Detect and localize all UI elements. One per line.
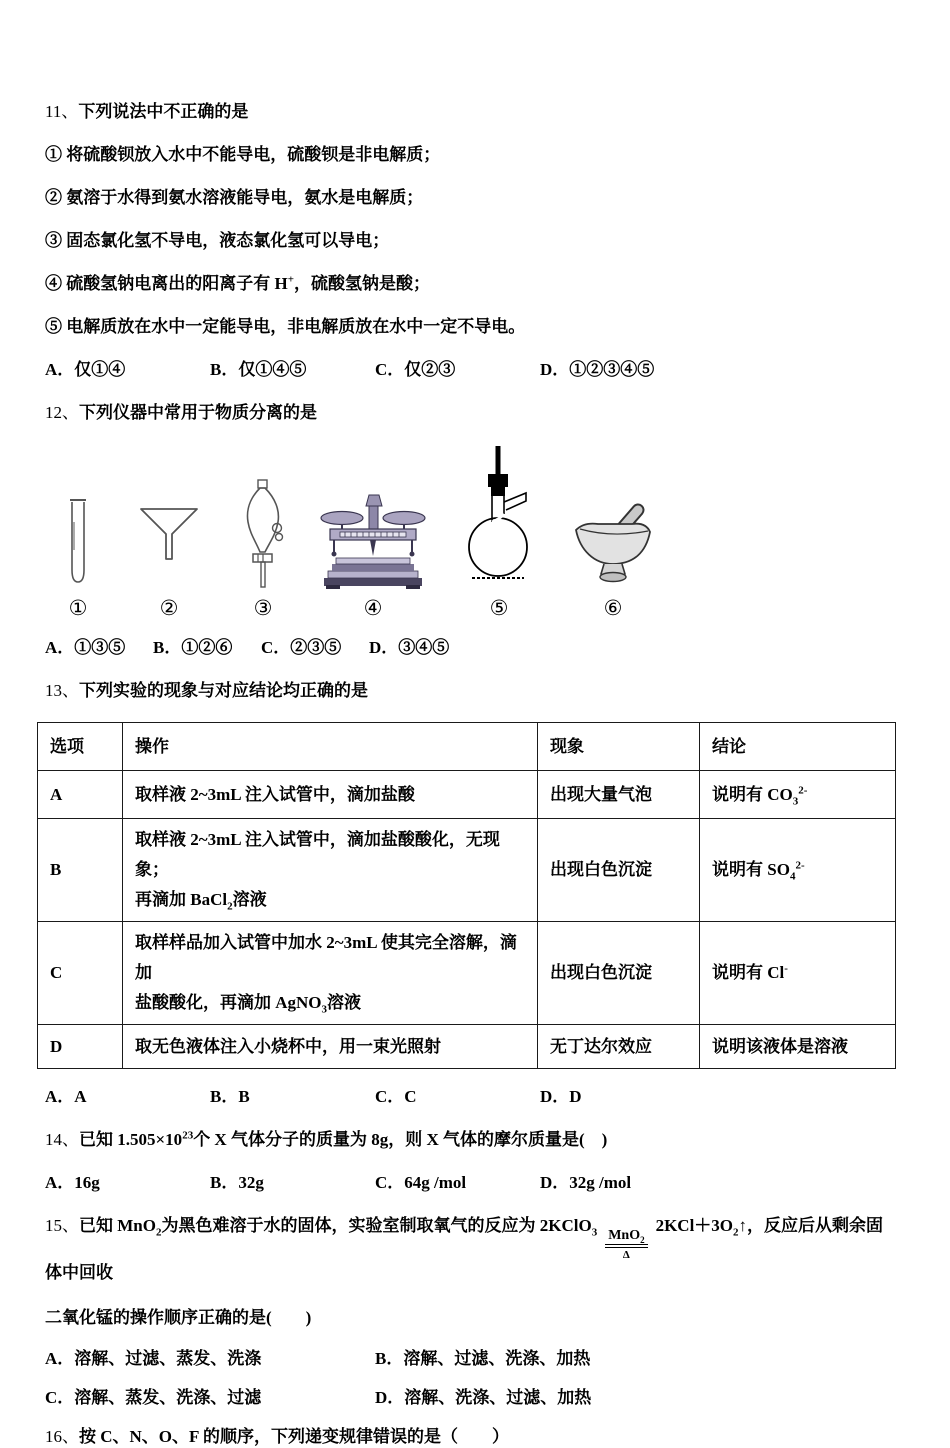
instrument-label: ④: [363, 596, 383, 620]
question-12-title: [45, 401, 900, 424]
header-conclusion: 结论: [700, 723, 896, 771]
q15-continuation: 二氧化锰的操作顺序正确的是( ): [45, 1308, 312, 1328]
option-c: C．仅②③: [375, 360, 456, 379]
superscript: 23: [182, 1129, 194, 1142]
balance-icon: [312, 492, 434, 590]
q11-statement-1: ① 将硫酸钡放入水中不能导电，硫酸钡是非电解质；: [45, 145, 441, 164]
row-key: B: [38, 819, 123, 922]
instrument-label: ③: [253, 596, 273, 620]
q15-options-row2: [45, 1386, 900, 1409]
test-tube-icon: [61, 494, 95, 590]
row-operation: 取样液 2~3mL 注入试管中，滴加盐酸: [123, 771, 538, 819]
q11-statement-2: ② 氨溶于水得到氨水溶液能导电，氨水是电解质；: [45, 188, 424, 207]
question-number: 11、: [45, 102, 79, 121]
header-option: 选项: [38, 723, 123, 771]
table-row-d: [38, 1025, 896, 1069]
row-operation: 取样液 2~3mL 注入试管中，滴加盐酸酸化，无现象； 再滴加 BaCl$_2$溶液: [123, 819, 538, 922]
q14-options: [45, 1171, 900, 1194]
question-number: 16、: [45, 1427, 79, 1447]
row-key: D: [38, 1025, 123, 1069]
funnel-icon: [136, 504, 202, 590]
row-phenomenon: 出现大量气泡: [538, 771, 700, 819]
option-a: A．①③⑤: [45, 638, 126, 657]
question-16-title: [45, 1425, 900, 1448]
question-number: 12、: [45, 403, 79, 422]
instrument-6: [557, 500, 669, 620]
separating-funnel-icon: [239, 478, 287, 590]
mortar-pestle-icon: [570, 500, 656, 590]
q11-statement-4: ④ 硫酸氢钠电离出的阳离子有 H+，硫酸氢钠是酸；: [45, 273, 431, 293]
question-14-title: 14、已知 $1.505\times 10^{23}$个 X 气体分子的质量为 8g，则 X 气体的摩尔质量是( ): [45, 1129, 608, 1149]
table-row-b: [38, 819, 896, 922]
q12-options: [45, 636, 900, 659]
instrument-label: ⑤: [489, 596, 509, 620]
option-c: C．溶解、蒸发、洗涤、过滤: [45, 1388, 262, 1408]
row-phenomenon: 无丁达尔效应: [538, 1025, 700, 1069]
question-number: 14、: [45, 1130, 79, 1149]
option-c: C．C: [375, 1087, 417, 1106]
instrument-4: [305, 492, 441, 620]
row-operation: 取样样品加入试管中加水 2~3mL 使其完全溶解，滴加 盐酸酸化，再滴加 AgNO$_3$溶液: [123, 922, 538, 1025]
option-b: B．仅①④⑤: [210, 360, 307, 379]
q13-options: [45, 1085, 900, 1108]
row-phenomenon: 出现白色沉淀: [538, 922, 700, 1025]
instrument-label: ②: [159, 596, 179, 620]
question-number: 13、: [45, 681, 79, 700]
row-conclusion: 说明有 $SO_4^{2-}$: [700, 819, 896, 922]
option-d: D．32g /mol: [540, 1173, 632, 1192]
question-13-title: [45, 679, 900, 702]
question-text: 下列仪器中常用于物质分离的是: [79, 403, 317, 422]
question-text: 按 C、N、O、F 的顺序，下列递变规律错误的是（ ）: [79, 1427, 510, 1447]
distillation-flask-icon: [460, 444, 538, 590]
q11-statement-5: ⑤ 电解质放在水中一定能导电，非电解质放在水中一定不导电。: [45, 317, 526, 336]
instrument-2: [117, 504, 221, 620]
option-d: D．①②③④⑤: [540, 360, 655, 379]
option-b: B．溶解、过滤、洗涤、加热: [375, 1349, 591, 1369]
instrument-label: ⑥: [603, 596, 623, 620]
option-d: D．溶解、洗涤、过滤、加热: [375, 1388, 592, 1408]
table-header-row: [38, 723, 896, 771]
instrument-5: [441, 444, 557, 620]
instrument-label: ①: [68, 596, 88, 620]
q12-instrument-figures: [39, 444, 900, 620]
q11-options: [45, 358, 900, 381]
option-b: B．①②⑥: [153, 638, 233, 657]
row-conclusion: 说明有 Cl-: [700, 922, 896, 1025]
q15-options-row1: [45, 1347, 900, 1370]
option-c: C．64g /mol: [375, 1173, 467, 1192]
q13-experiment-table: [37, 722, 896, 1069]
option-b: B．32g: [210, 1173, 264, 1192]
reaction-condition: MnO$_2$ Δ: [605, 1228, 647, 1261]
option-a: A．仅①④: [45, 360, 126, 379]
option-c: C．②③⑤: [261, 638, 342, 657]
row-key: A: [38, 771, 123, 819]
table-row-c: [38, 922, 896, 1025]
question-11-title: [45, 100, 900, 123]
superscript: +: [287, 273, 295, 286]
row-conclusion: 说明有 $CO_3^{2-}$: [700, 771, 896, 819]
instrument-1: [39, 494, 117, 620]
instrument-3: [221, 478, 305, 620]
question-15-title: 15、已知 MnO$_2$为黑色难溶于水的固体，实验室制取氧气的反应为 2KClO$_3$ MnO$_2$ Δ $2KCl+3O_2↑$，反应后从剩余固体中回收: [45, 1216, 884, 1283]
row-conclusion: 说明该液体是溶液: [700, 1025, 896, 1069]
row-phenomenon: 出现白色沉淀: [538, 819, 700, 922]
option-d: D．③④⑤: [369, 638, 450, 657]
option-b: B．B: [210, 1087, 250, 1106]
option-a: A．16g: [45, 1173, 100, 1192]
option-a: A．A: [45, 1087, 87, 1106]
row-key: C: [38, 922, 123, 1025]
row-operation: 取无色液体注入小烧杯中，用一束光照射: [123, 1025, 538, 1069]
question-number: 15、: [45, 1216, 79, 1235]
header-phenomenon: 现象: [538, 723, 700, 771]
header-operation: 操作: [123, 723, 538, 771]
question-text: 下列实验的现象与对应结论均正确的是: [79, 681, 368, 700]
option-a: A．溶解、过滤、蒸发、洗涤: [45, 1349, 262, 1369]
table-row-a: [38, 771, 896, 819]
question-text: 下列说法中不正确的是: [78, 102, 249, 121]
q11-statement-3: ③ 固态氯化氢不导电，液态氯化氢可以导电；: [45, 231, 390, 250]
option-d: D．D: [540, 1087, 582, 1106]
